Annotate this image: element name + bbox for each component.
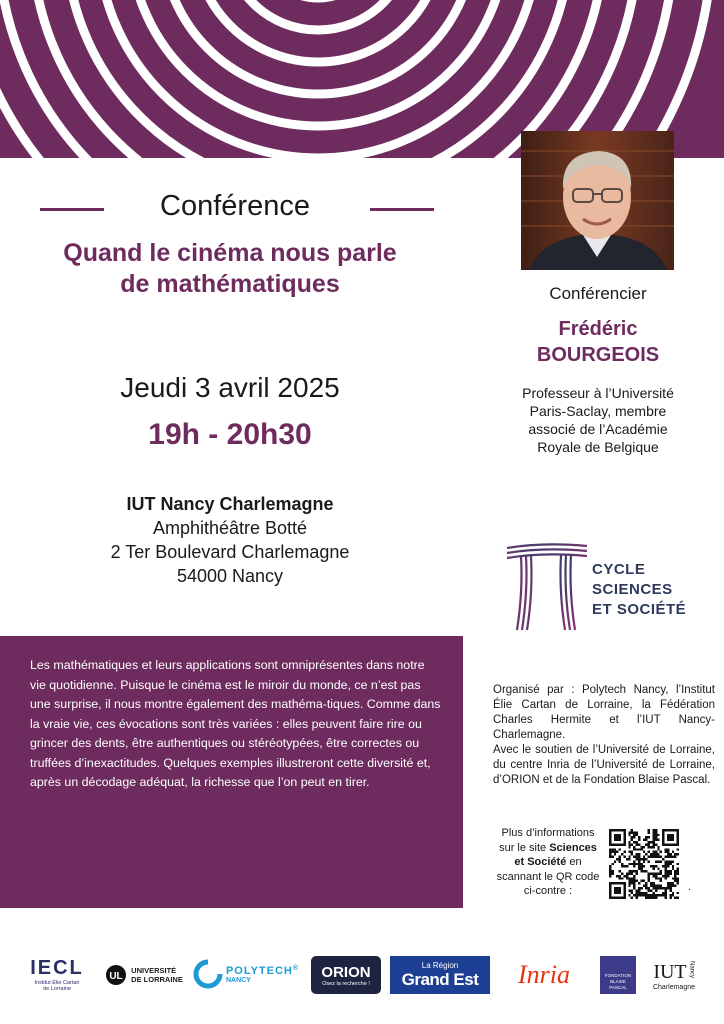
logo-iecl-mark: IECL [30, 956, 84, 979]
info-dot: . [688, 881, 692, 893]
ul-circle-icon [105, 964, 127, 986]
speaker-desc-line: associé de l’Académie [528, 421, 668, 437]
iut-sub: Charlemagne [652, 984, 696, 991]
iut-word: IUT [653, 961, 687, 983]
orion-sub: Osez la recherche ! [322, 980, 370, 987]
inria-word: Inria [518, 960, 570, 989]
logo-region-grand-est [390, 956, 490, 994]
event-date: Jeudi 3 avril 2025 [120, 372, 340, 403]
cycle-line2: SCIENCES [592, 581, 673, 598]
polytech-sub: NANCY [225, 976, 251, 984]
fbp-line2: BLAISE [610, 979, 626, 984]
venue-name: IUT Nancy Charlemagne [126, 494, 334, 514]
fbp-line3: PASCAL [609, 985, 627, 990]
talk-title-line2: de mathématiques [120, 270, 340, 298]
speaker-desc-line: Professeur à l’Université [522, 385, 674, 401]
speaker-first-name: Frédéric [558, 318, 638, 340]
title-rule-left [40, 208, 104, 211]
logo-polytech [190, 956, 302, 992]
logo-orion [311, 956, 381, 994]
talk-title-line1: Quand le cinéma nous parle [63, 239, 397, 267]
cycle-pi-icon [503, 542, 593, 634]
abstract-text: Les mathématiques et leurs applications sont omniprésentes dans notre vie quotidienne. Puisque le cinéma est le miroir du monde, ce n’est pas une surprise, il nous montre également des mathéma-tiques. Comme dans la vraie vie, ces évocations sont très variées : elles peuvent faire rire ou grincer des dents, être authentiques ou stéréotypées, être correctes ou truffées d’inexactitudes. Quelques exemples illustreront cette diversité et, après un décodage adéquat, la richesse que l’on peut en tirer. [30, 658, 441, 789]
speaker-desc-line: Paris-Saclay, membre [529, 403, 667, 419]
qr-code-graphic [609, 829, 679, 899]
polytech-text [226, 965, 299, 984]
cycle-line1: CYCLE [592, 561, 646, 578]
partner-logos [0, 950, 724, 1006]
ul-line2: DE LORRAINE [131, 975, 183, 984]
logo-iecl-sub1: Institut Élie Cartan [34, 979, 80, 986]
polytech-ring-icon [193, 959, 223, 989]
logo-fondation-blaise-pascal [600, 956, 636, 994]
speaker-label: Conférencier [549, 284, 647, 303]
region-big: Grand Est [401, 969, 479, 989]
polytech-registered: ® [292, 964, 300, 972]
logo-iecl-sub2: de Lorraine [43, 985, 71, 992]
orion-word: ORION [321, 963, 371, 981]
organizers-block [493, 683, 715, 788]
cycle-logo-text [592, 560, 686, 620]
info-post: en scannant le QR code ci-contre : [496, 856, 600, 897]
fbp-line1: FONDATION [604, 973, 632, 978]
venue-room: Amphithéâtre Botté [152, 518, 308, 538]
venue-street: 2 Ter Boulevard Charlemagne [110, 542, 350, 562]
event-time: 19h - 20h30 [148, 418, 312, 451]
event-type: Conférence [160, 190, 310, 222]
ul-text [131, 966, 183, 984]
speaker-description [480, 384, 716, 456]
qr-code[interactable] [609, 829, 679, 899]
logo-iecl [22, 954, 92, 994]
info-site-link[interactable]: Sciences et Société [514, 841, 597, 868]
speaker-portrait-illustration [521, 131, 674, 270]
more-info-text [493, 826, 603, 899]
cycle-line3: ET SOCIÉTÉ [592, 601, 687, 618]
iut-side: Nancy [688, 961, 695, 979]
venue-city: 54000 Nancy [176, 566, 284, 586]
organizers-text: Organisé par : Polytech Nancy, l’Institut Élie Cartan de Lorraine, la Fédération Charles Hermite et l’IUT Nancy-Charlemagne. [493, 684, 715, 741]
svg-text:UL: UL [109, 971, 123, 982]
venue-block [60, 492, 400, 588]
logo-inria [500, 958, 588, 992]
sponsors-text: Avec le soutien de l’Université de Lorraine, du centre Inria de l’Université de Lorraine, d’ORION et de la Fondation Blaise Pascal. [493, 744, 715, 786]
ul-line1: UNIVERSITÉ [131, 966, 177, 975]
polytech-word: POLYTECH [225, 964, 293, 977]
speaker-last-name: BOURGEOIS [536, 344, 660, 366]
info-pre: Plus d’informations sur le site [499, 827, 595, 854]
speaker-desc-line: Royale de Belgique [537, 439, 659, 455]
title-rule-right [370, 208, 434, 211]
speaker-name [480, 316, 716, 368]
speaker-photo [521, 131, 674, 270]
logo-universite-lorraine [104, 960, 184, 990]
talk-title [20, 238, 440, 300]
region-small: La Région [421, 960, 459, 970]
logo-iut-charlemagne [646, 954, 702, 998]
